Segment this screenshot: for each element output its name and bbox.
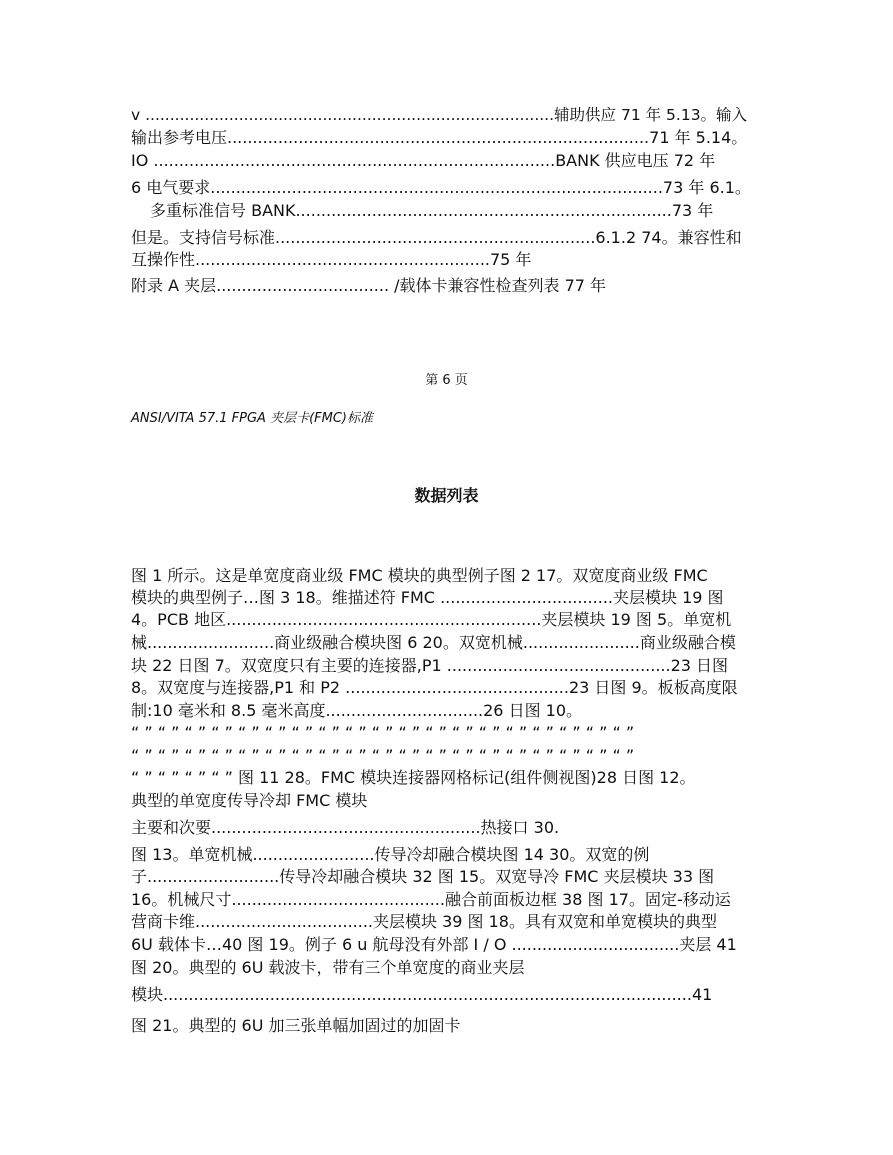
figure-list-line: 械.........................商业级融合模块图 6 20。双宽机械.......................商业级融合模 [131, 633, 736, 652]
figure-list-line: 模块........................................................................................................41 [131, 985, 713, 1004]
toc-line: v ...................................................................................辅助供应 71 年 5.13。输入 [131, 106, 748, 124]
page-number: 第 6 页 [425, 373, 468, 388]
figure-list-line: “ ” “ ” “ ” “ ” 图 11 28。FMC 模块连接器网格标记(组件侧视图)28 日图 12。 [131, 768, 696, 787]
toc-line: 6 电气要求.........................................................................................73 年 6.1。 [131, 178, 751, 197]
toc-line: 互操作性..........................................................75 年 [131, 250, 532, 269]
figure-list-line: 模块的典型例子…图 3 18。维描述符 FMC ..................................夹层模块 19 图 [131, 588, 724, 607]
figure-list-line: “ ” “ ” “ ” “ ” “ ” “ ” “ ” “ ” “ ” “ ” “ ” “ ” “ ” “ ” “ ” “ ” “ ” “ ” “ ” [131, 723, 635, 742]
figure-list-line: 营商卡维...................................夹层模块 39 图 18。具有双宽和单宽模块的典型 [131, 912, 717, 931]
section-title: 数据列表 [414, 486, 479, 505]
figure-list-line: “ ” “ ” “ ” “ ” “ ” “ ” “ ” “ ” “ ” “ ” “ ” “ ” “ ” “ ” “ ” “ ” “ ” “ ” “ ” [131, 746, 635, 765]
toc-line: 但是。支持信号标准...............................................................6.1.2 74。兼容性和 [131, 228, 742, 247]
figure-list-line: 图 1 所示。这是单宽度商业级 FMC 模块的典型例子图 2 17。双宽度商业级 FMC [131, 566, 708, 585]
toc-line: IO ...............................................................................BANK 供应电压 72 年 [131, 151, 716, 170]
figure-list-line: 典型的单宽度传导冷却 FMC 模块 [131, 791, 368, 810]
figure-list-line: 图 20。典型的 6U 载波卡，带有三个单宽度的商业夹层 [131, 958, 525, 977]
figure-list-line: 制:10 毫米和 8.5 毫米高度...............................26 日图 10。 [131, 701, 583, 720]
figure-list-line: 图 13。单宽机械........................传导冷却融合模块图 14 30。双宽的例 [131, 845, 650, 864]
figure-list-line: 图 21。典型的 6U 加三张单幅加固过的加固卡 [131, 1016, 461, 1035]
figure-list-line: 主要和次要.....................................................热接口 30. [131, 818, 560, 837]
figure-list-line: 8。双宽度与连接器,P1 和 P2 ............................................23 日图 9。板板高度限 [131, 678, 738, 697]
toc-line: 附录 A 夹层.................................. /载体卡兼容性检查列表 77 年 [131, 276, 607, 295]
running-header: ANSI/VITA 57.1 FPGA 夹层卡(FMC)标准 [131, 411, 373, 426]
figure-list-line: 16。机械尺寸..........................................融合前面板边框 38 图 17。固定-移动运 [131, 890, 731, 909]
figure-list-line: 子..........................传导冷却融合模块 32 图 15。双宽导冷 FMC 夹层模块 33 图 [131, 867, 715, 886]
figure-list-line: 6U 载体卡…40 图 19。例子 6 u 航母没有外部 I / O .................................夹层 41 [131, 935, 737, 954]
toc-line: 多重标准信号 BANK..........................................................................73 年 [150, 201, 714, 220]
figure-list-line: 块 22 日图 7。双宽度只有主要的连接器,P1 ............................................23 日图 [131, 656, 729, 675]
figure-list-line: 4。PCB 地区..............................................................夹层模块 19 图 5。单宽机 [131, 610, 732, 629]
toc-line: 输出参考电压...................................................................................71 年 5.14。 [131, 128, 748, 147]
